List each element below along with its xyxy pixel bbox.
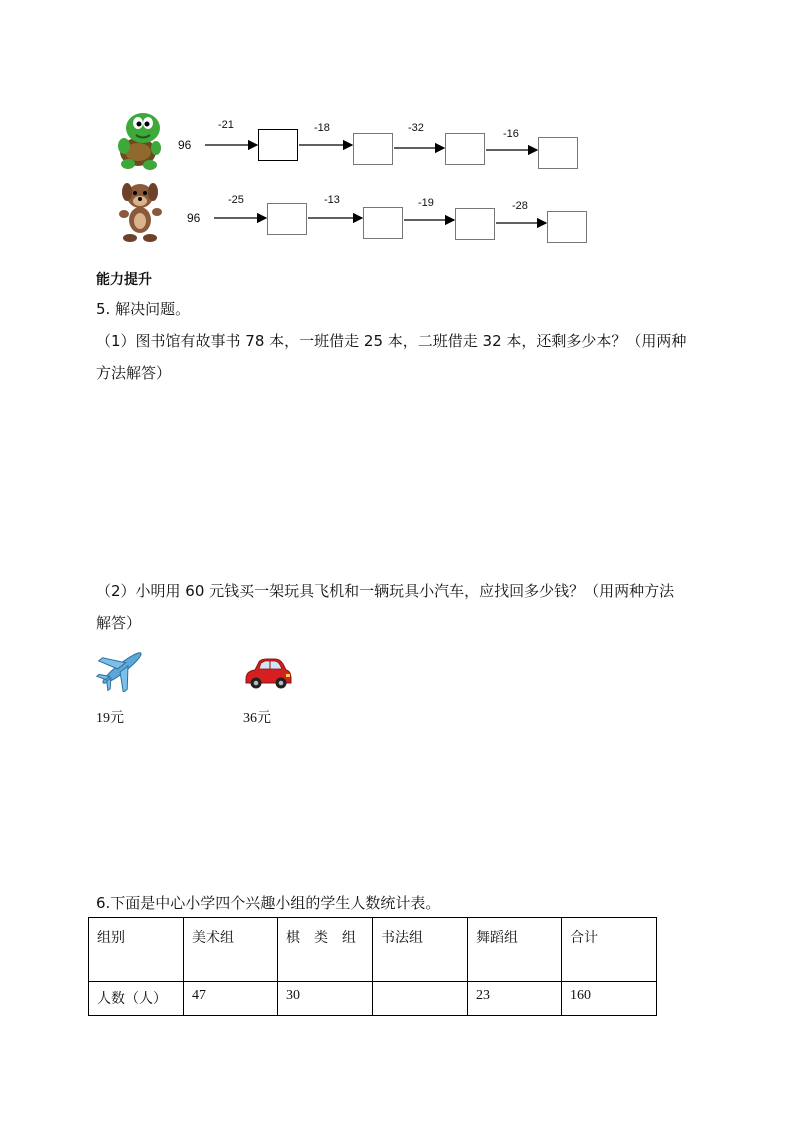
dog-step-label-3: -19 [418, 197, 434, 209]
turtle-step-label-1: -21 [218, 119, 234, 131]
q5-part1-line2: 方法解答） [96, 364, 172, 382]
dog-illustration [112, 180, 168, 244]
turtle-step-label-4: -16 [503, 128, 519, 140]
dog-answer-box-4[interactable] [547, 211, 587, 243]
dog-step-label-2: -13 [324, 194, 340, 206]
interest-group-table [88, 917, 657, 1016]
dog-step-label-1: -25 [228, 194, 244, 206]
turtle-answer-box-3[interactable] [445, 133, 485, 165]
turtle-step-label-3: -32 [408, 122, 424, 134]
q5-part2-line2: 解答） [96, 614, 142, 632]
table-header-cell: 书法组 [373, 918, 468, 982]
table-cell: 30 [278, 982, 373, 1016]
table-header-cell: 棋 类 组 [278, 918, 373, 982]
turtle-step-label-2: -18 [314, 122, 330, 134]
table-row-label: 人数（人） [89, 982, 184, 1016]
dog-answer-box-3[interactable] [455, 208, 495, 240]
table-header-row [89, 918, 657, 982]
table-row [89, 982, 657, 1016]
dog-answer-box-1[interactable] [267, 203, 307, 235]
turtle-answer-box-4[interactable] [538, 137, 578, 169]
airplane-icon [96, 644, 148, 692]
dog-start-number: 96 [187, 211, 201, 225]
turtle-answer-box-2[interactable] [353, 133, 393, 165]
airplane-price: 19元 [96, 711, 124, 726]
table-header-cell: 舞蹈组 [468, 918, 562, 982]
table-cell-blank[interactable] [373, 982, 468, 1016]
q5-title: 5. 解决问题。 [96, 300, 191, 318]
q5-part2-line1: （2）小明用 60 元钱买一架玩具飞机和一辆玩具小汽车，应找回多少钱？（用两种方法 [96, 582, 675, 600]
turtle-answer-box-1[interactable] [258, 129, 298, 161]
turtle-start-number: 96 [178, 138, 192, 152]
dog-step-label-4: -28 [512, 200, 528, 212]
table-header-cell: 组别 [89, 918, 184, 982]
table-cell: 47 [184, 982, 278, 1016]
car-icon [243, 655, 293, 691]
table-header-cell: 合计 [562, 918, 657, 982]
q5-part1-line1: （1）图书馆有故事书 78 本，一班借走 25 本，二班借走 32 本，还剩多少本？（用两种 [96, 332, 687, 350]
table-cell: 23 [468, 982, 562, 1016]
section-heading: 能力提升 [96, 272, 152, 288]
table-header-cell: 美术组 [184, 918, 278, 982]
table-cell: 160 [562, 982, 657, 1016]
car-price: 36元 [243, 711, 271, 726]
q6-title: 6.下面是中心小学四个兴趣小组的学生人数统计表。 [96, 894, 441, 912]
dog-answer-box-2[interactable] [363, 207, 403, 239]
